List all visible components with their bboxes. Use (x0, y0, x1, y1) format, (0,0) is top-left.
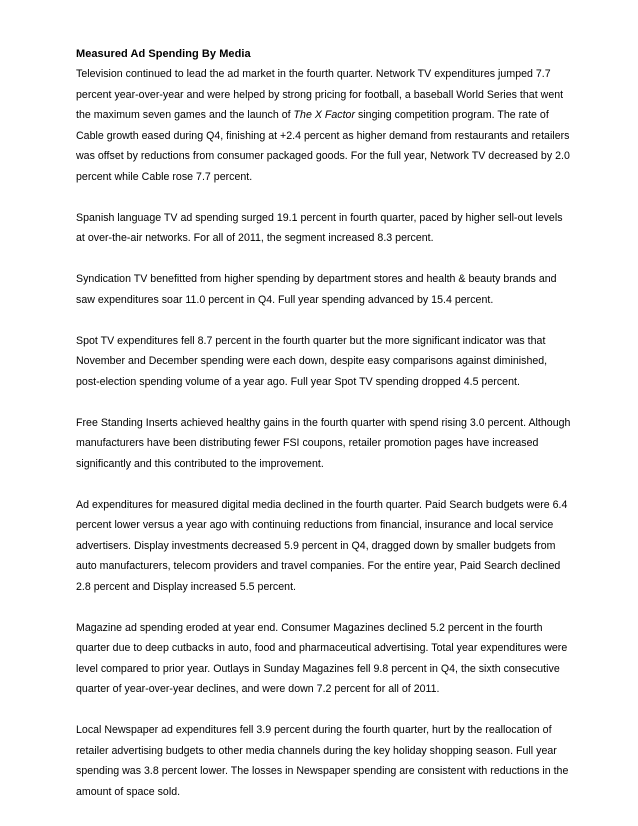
paragraph-local-newspaper: Local Newspaper ad expenditures fell 3.9 percent during the fourth quarter, hurt by the reallocation of retailer advertising budgets to other media channels during the key holiday shopping season. Full year spending was 3.8 percent lower. The losses in Newspaper spending are consistent with reductions in the amount of space sold. (76, 724, 569, 798)
paragraph-text: Television continued to lead the ad market in the fourth quarter. Network TV expenditures jumped 7.7 percent year-over-year and were helped by strong pricing for football, a baseball World Series that went the maximum seven games and the launch of (76, 68, 564, 121)
paragraph-text: singing competition program. The rate of Cable growth eased during Q4, finishing at +2.4 percent as higher demand from restaurants and retailers was offset by reductions from consumer packaged goods. For the full year, Network TV decreased by 2.0 percent while Cable rose 7.7 percent. (76, 109, 570, 183)
paragraph-television (76, 64, 572, 187)
paragraph-spanish-tv: Spanish language TV ad spending surged 19.1 percent in fourth quarter, paced by higher sell-out levels at over-the-air networks. For all of 2011, the segment increased 8.3 percent. (76, 211, 563, 244)
paragraph-digital-media: Ad expenditures for measured digital media declined in the fourth quarter. Paid Search budgets were 6.4 percent lower versus a year ago with continuing reductions from financial, insurance and local service advertisers. Display investments decreased 5.9 percent in Q4, dragged down by smaller budgets from auto manufacturers, telecom providers and travel companies. For the entire year, Paid Search declined 2.8 percent and Display increased 5.5 percent. (76, 498, 568, 593)
document-page (76, 46, 572, 823)
paragraph-syndication-tv: Syndication TV benefitted from higher spending by department stores and health & beauty brands and saw expenditures soar 11.0 percent in Q4. Full year spending advanced by 15.4 percent. (76, 273, 557, 306)
section-heading: Measured Ad Spending By Media (76, 48, 251, 60)
paragraph-spot-tv: Spot TV expenditures fell 8.7 percent in the fourth quarter but the more significant indicator was that November and December spending were each down, despite easy comparisons against diminished, post-election spending volume of a year ago. Full year Spot TV spending dropped 4.5 percent. (76, 334, 548, 388)
show-title-italic: The X Factor (293, 109, 356, 121)
paragraph-magazine: Magazine ad spending eroded at year end. Consumer Magazines declined 5.2 percent in the fourth quarter due to deep cutbacks in auto, food and pharmaceutical advertising. Total year expenditures were level compared to prior year. Outlays in Sunday Magazines fell 9.8 percent in Q4, the sixth consecutive quarter of year-over-year declines, and were down 7.2 percent for all of 2011. (76, 621, 568, 695)
paragraph-fsi: Free Standing Inserts achieved healthy gains in the fourth quarter with spend rising 3.0 percent. Although manufacturers have been distributing fewer FSI coupons, retailer promotion pages have increased significantly and this contributed to the improvement. (76, 416, 571, 470)
